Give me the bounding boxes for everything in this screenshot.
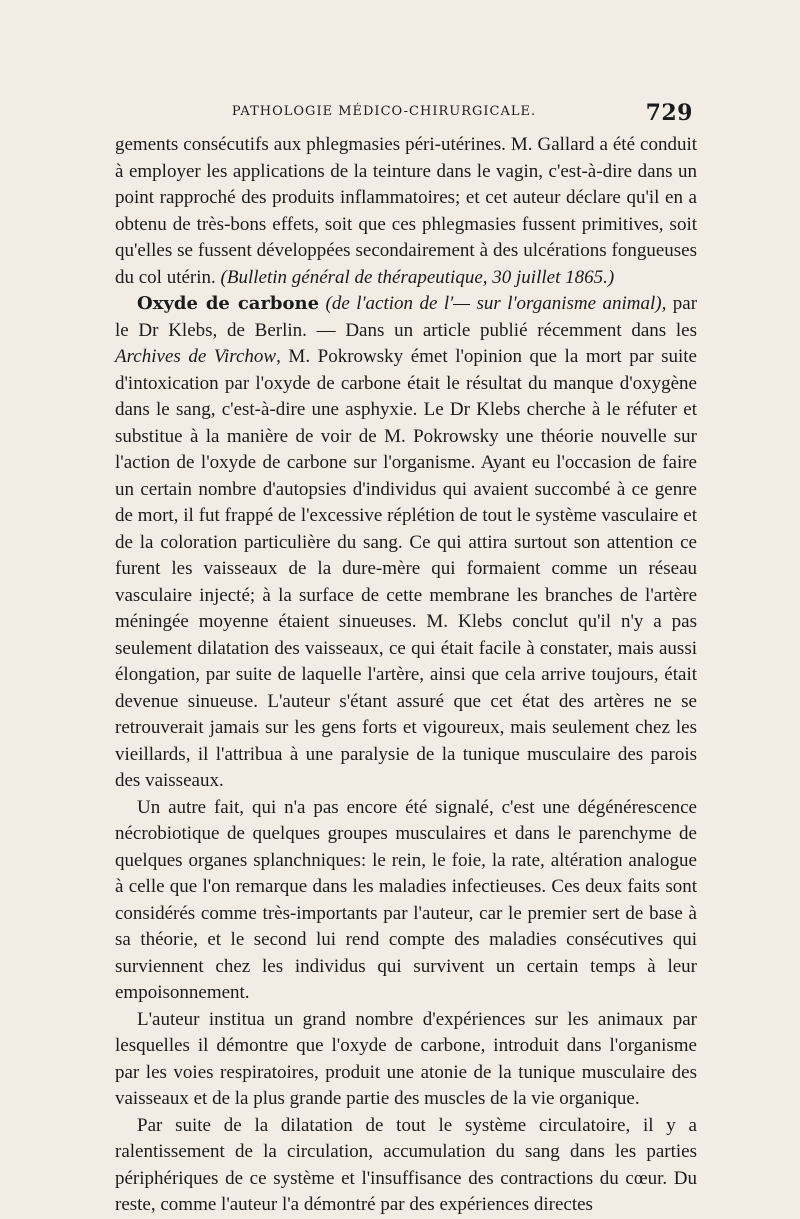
body-text [115, 132, 697, 1219]
paragraph-4: L'auteur institua un grand nombre d'expériences sur les animaux par lesquelles il démontre que l'oxyde de carbone, introduit dans l'organisme par les voies respiratoires, produit une atonie de la tunique musculaire des vaisseaux et de la plus grande partie des muscles de la vie organique. [115, 1008, 697, 1109]
paragraph-3: Un autre fait, qui n'a pas encore été signalé, c'est une dégénérescence nécrobiotique de quelques groupes musculaires et dans le parenchyme de quelques organes splanchniques: le rein, le foie, la rate, altération analogue à celle que l'on remarque dans les maladies infectieuses. Ces deux faits sont considérés comme très-importants par l'auteur, car le premier sert de base à sa théorie, et le second lui rend compte des maladies consécutives qui surviennent chez les individus qui survivent un certain temps à leur empoisonnement. [115, 796, 697, 1003]
section-text-a: par le Dr Klebs, de Berlin. — Dans un article publié récemment dans les [115, 293, 698, 341]
section-text-b: , M. Pokrowsky émet l'opinion que la mort par suite d'intoxication par l'oxyde de carbone était le résultat du manque d'oxygène dans le sang, c'est-à-dire une asphyxie. Le Dr Klebs cherche à le réfuter et substitue à la manière de voir de M. Pokrowsky une théorie nouvelle sur l'action de l'oxyde de carbone sur l'organisme. Ayant eu l'occasion de faire un certain nombre d'autopsies d'individus qui avaient succombé à ce genre de mort, il fut frappé de l'excessive réplétion de tout le système vasculaire et de la coloration particulière du sang. Ce qui attira surtout son attention ce furent les vaisseaux de la dure-mère qui formaient comme un réseau vasculaire injecté; à la surface de cette membrane les branches de l'artère méningée moyenne étaient sinueuses. M. Klebs conclut qu'il n'y a pas seulement dilatation des vaisseaux, ce qui était facile à constater, mais aussi élongation, par suite de laquelle l'artère, ainsi que cela arrive toujours, était devenue sinueuse. L'auteur s'étant assuré que cet état des artères ne se retrouverait jamais sur les gens forts et vigoureux, mais seulement chez les vieillards, il l'attribua à une paralysie de la tunique musculaire des parois des vaisseaux. [115, 346, 697, 791]
running-head [115, 100, 697, 132]
bulletin-citation: (Bulletin général de thérapeutique, 30 juillet 1865.) [220, 266, 615, 288]
running-title: PATHOLOGIE MÉDICO-CHIRURGICALE. [231, 104, 537, 119]
section-subtitle: (de l'action de l'— sur l'organisme animal), [325, 293, 667, 314]
journal-name: Archives de Virchow [115, 346, 277, 367]
page-number: 729 [645, 100, 693, 126]
section-paragraph [115, 291, 697, 795]
paragraph-continuation [115, 132, 697, 291]
paragraph-5: Par suite de la dilatation de tout le système circulatoire, il y a ralentissement de la circulation, accumulation du sang dans les parties périphériques de ce système et l'insuffisance des contractions du cœur. Du reste, comme l'auteur l'a démontré par des expériences directes [115, 1114, 697, 1215]
section-title: Oxyde de carbone [137, 293, 320, 314]
paragraph-continuation-text: gements consécutifs aux phlegmasies péri-utérines. M. Gallard a été conduit à employer les applications de la teinture dans le vagin, c'est-à-dire dans un point rapproché des produits inflammatoires; et cet auteur déclare qu'il en a obtenu de très-bons effets, soit que ces phlegmasies fussent primitives, soit qu'elles se fussent développées secondairement à des ulcérations fongueuses du col utérin. [115, 134, 697, 288]
